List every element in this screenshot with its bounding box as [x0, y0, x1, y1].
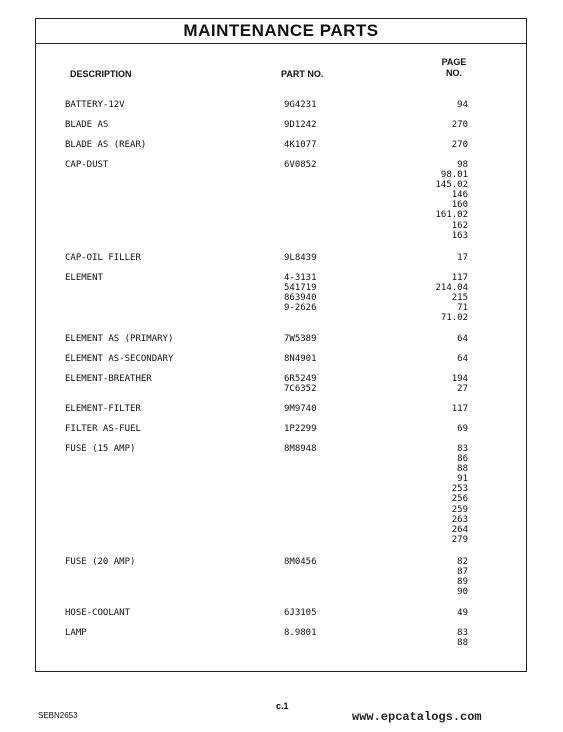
part-numbers	[284, 120, 317, 130]
part-numbers	[284, 557, 317, 567]
page-number: 71.02	[440, 313, 468, 324]
part-number: 9-2626	[284, 303, 317, 314]
part-description: CAP-OIL FILLER	[65, 253, 141, 263]
page-number: 27	[457, 384, 468, 395]
page-number: 83	[457, 444, 468, 454]
page-number: 117	[451, 404, 468, 414]
page-numbers	[406, 120, 468, 130]
part-number: 9L8439	[284, 253, 317, 263]
page-numbers	[406, 160, 468, 241]
page-number: 88	[457, 464, 468, 475]
page-numbers	[406, 140, 468, 150]
website-watermark: www.epcatalogs.com	[352, 710, 482, 724]
page-number: 279	[451, 534, 468, 545]
page-number: 194	[451, 374, 468, 384]
part-numbers	[284, 424, 317, 434]
part-number: 9D1242	[284, 120, 317, 130]
part-description: BATTERY-12V	[65, 100, 125, 110]
part-number: 7W5389	[284, 334, 317, 344]
part-description: LAMP	[65, 628, 87, 638]
page-number: 64	[457, 354, 468, 364]
part-numbers	[284, 354, 317, 364]
page-number: 17	[457, 253, 468, 263]
page-number: 263	[451, 514, 468, 525]
part-numbers	[284, 334, 317, 344]
part-number: 9G4231	[284, 100, 317, 110]
part-numbers	[284, 628, 317, 638]
part-numbers	[284, 404, 317, 414]
page-number: 259	[451, 504, 468, 515]
page-number: 253	[451, 484, 468, 495]
page-numbers	[406, 557, 468, 597]
page-number: 71	[457, 303, 468, 314]
part-description: FUSE (15 AMP)	[65, 444, 136, 454]
page-number: 88	[457, 638, 468, 649]
page-number: 214.04	[435, 283, 468, 294]
page-number: 270	[451, 140, 468, 150]
page-header-line1: PAGE	[441, 57, 467, 67]
part-description: ELEMENT-BREATHER	[65, 374, 152, 384]
page-number: 83	[457, 628, 468, 638]
page-numbers	[406, 404, 468, 414]
part-number: 6J3105	[284, 608, 317, 618]
part-numbers	[284, 253, 317, 263]
part-number: 6R5249	[284, 374, 317, 384]
part-description: BLADE AS	[65, 120, 109, 130]
page-numbers	[406, 424, 468, 434]
page-number: 161.02	[435, 210, 468, 221]
part-description: ELEMENT AS-SECONDARY	[65, 354, 174, 364]
part-numbers	[284, 444, 317, 454]
page-number: 160	[451, 200, 468, 211]
part-description: ELEMENT-FILTER	[65, 404, 141, 414]
page-numbers	[406, 374, 468, 394]
part-number: 6V0852	[284, 160, 317, 170]
page-number: 82	[457, 557, 468, 567]
part-number: 8N4901	[284, 354, 317, 364]
part-no-column-header: PART NO.	[281, 69, 324, 79]
part-numbers	[284, 100, 317, 110]
part-number: 7C6352	[284, 384, 317, 395]
part-numbers	[284, 608, 317, 618]
page-header-line2: NO.	[445, 68, 462, 78]
page-number: 146	[451, 190, 468, 201]
page-number: 98	[457, 160, 468, 170]
part-description: FILTER AS-FUEL	[65, 424, 141, 434]
page-numbers	[406, 273, 468, 323]
page-number: 145.02	[435, 180, 468, 191]
page-number: 264	[451, 524, 468, 535]
part-number: 8M8948	[284, 444, 317, 454]
part-number: 863940	[284, 293, 317, 304]
part-number: 4K1077	[284, 140, 317, 150]
page-number: 64	[457, 334, 468, 344]
part-number: 541719	[284, 283, 317, 294]
page-number: 117	[451, 273, 468, 283]
page-number: 163	[451, 230, 468, 241]
part-description: ELEMENT	[65, 273, 103, 283]
part-description: ELEMENT AS (PRIMARY)	[65, 334, 174, 344]
part-description: BLADE AS (REAR)	[65, 140, 147, 150]
page-number: 87	[457, 567, 468, 578]
page-number: 86	[457, 454, 468, 465]
part-number: 8.9801	[284, 628, 317, 638]
description-column-header: DESCRIPTION	[70, 69, 132, 79]
page-numbers	[406, 444, 468, 545]
part-description: HOSE-COOLANT	[65, 608, 131, 618]
part-numbers	[284, 160, 317, 170]
page-number: 98.01	[440, 170, 468, 181]
part-number: 1P2299	[284, 424, 317, 434]
page-number: 94	[457, 100, 468, 110]
page-label: c.1	[276, 701, 289, 711]
page-number: 89	[457, 577, 468, 588]
page-number: 256	[451, 494, 468, 505]
page-title: MAINTENANCE PARTS	[183, 21, 379, 40]
part-numbers	[284, 140, 317, 150]
part-number: 9M9740	[284, 404, 317, 414]
part-number: 8M0456	[284, 557, 317, 567]
page-number: 69	[457, 424, 468, 434]
page-number: 270	[451, 120, 468, 130]
page-number: 49	[457, 608, 468, 618]
page-number: 90	[457, 587, 468, 598]
document-code: SEBN2653	[38, 711, 78, 720]
page-numbers	[406, 354, 468, 364]
page-numbers	[406, 100, 468, 110]
parts-rows	[36, 19, 526, 671]
page-numbers	[406, 334, 468, 344]
page-number: 162	[451, 220, 468, 231]
page-number: 215	[451, 293, 468, 304]
page-numbers	[406, 253, 468, 263]
part-number: 4-3131	[284, 273, 317, 283]
page-numbers	[406, 608, 468, 618]
part-numbers	[284, 273, 317, 313]
page-numbers	[406, 628, 468, 648]
part-description: FUSE (20 AMP)	[65, 557, 136, 567]
part-numbers	[284, 374, 317, 394]
parts-table-frame	[35, 18, 527, 672]
page-number: 91	[457, 474, 468, 485]
part-description: CAP-DUST	[65, 160, 109, 170]
